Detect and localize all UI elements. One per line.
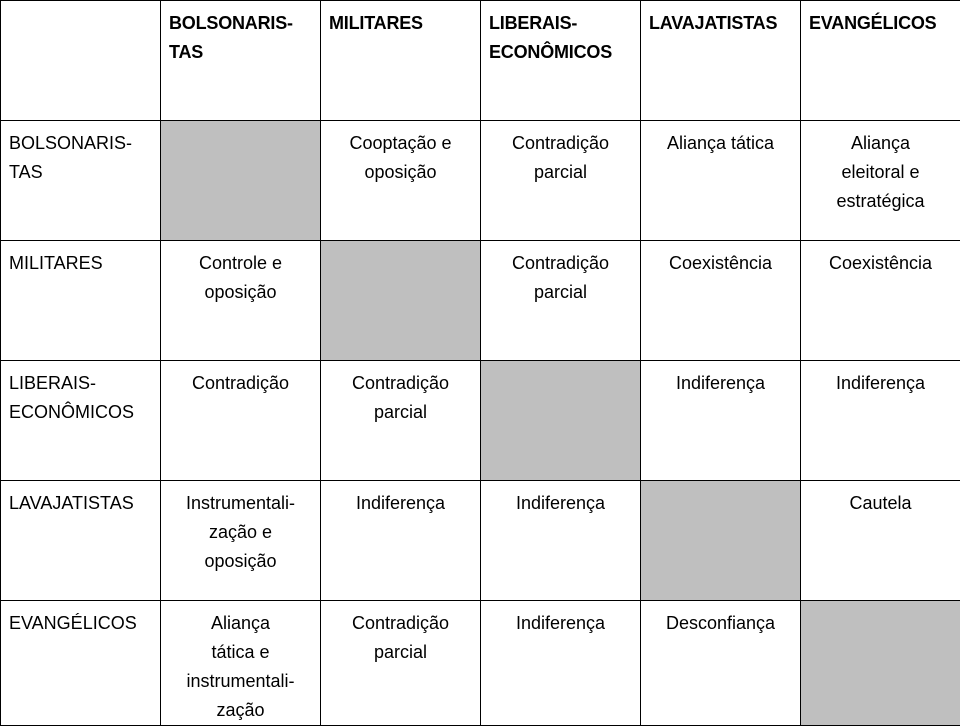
relation-cell [481, 481, 641, 601]
cell-text-line: ECONÔMICOS [9, 402, 134, 422]
relation-cell [801, 241, 960, 361]
cell-text-line: Cautela [849, 493, 911, 513]
cell-text-line: BOLSONARIS- [9, 133, 132, 153]
cell-text-line: oposição [204, 551, 276, 571]
cell-text-line: MILITARES [9, 253, 103, 273]
cell-text-line: Contradição [352, 613, 449, 633]
relation-cell [481, 601, 641, 726]
relation-cell [801, 361, 960, 481]
matrix-body [1, 121, 960, 726]
cell-text-line: ECONÔMICOS [489, 42, 612, 62]
matrix-row [1, 241, 960, 361]
cell-text-line: oposição [364, 162, 436, 182]
relation-cell [161, 361, 321, 481]
row-header [1, 121, 161, 241]
cell-text-line: Contradição [512, 253, 609, 273]
cell-text-line: Contradição [512, 133, 609, 153]
cell-text-line: MILITARES [329, 13, 423, 33]
row-header [1, 241, 161, 361]
cell-text-line: Contradição [352, 373, 449, 393]
cell-text-line: Coexistência [829, 253, 932, 273]
cell-text-line: EVANGÉLICOS [9, 613, 137, 633]
cell-text-line: Indiferença [516, 613, 605, 633]
cell-text-line: estratégica [836, 191, 924, 211]
cell-text-line: parcial [374, 642, 427, 662]
cell-text-line: eleitoral e [841, 162, 919, 182]
corner-cell [1, 1, 161, 121]
cell-text-line: TAS [169, 42, 203, 62]
cell-text-line: Desconfiança [666, 613, 775, 633]
relation-cell [481, 241, 641, 361]
cell-text-line: LIBERAIS- [489, 13, 577, 33]
cell-text-line: Indiferença [356, 493, 445, 513]
diagonal-cell [161, 121, 321, 241]
column-header [481, 1, 641, 121]
cell-text-line: parcial [534, 282, 587, 302]
cell-text-line: LAVAJATISTAS [649, 13, 777, 33]
cell-text-line: parcial [534, 162, 587, 182]
cell-text-line: Indiferença [676, 373, 765, 393]
cell-text-line: instrumentali- [186, 671, 294, 691]
cell-text-line: oposição [204, 282, 276, 302]
relation-cell [801, 121, 960, 241]
relation-cell [321, 361, 481, 481]
column-header [161, 1, 321, 121]
relation-cell [321, 601, 481, 726]
relation-cell [161, 241, 321, 361]
relation-cell [641, 601, 801, 726]
column-header [321, 1, 481, 121]
matrix-row [1, 481, 960, 601]
cell-text-line: EVANGÉLICOS [809, 13, 936, 33]
cell-text-line: BOLSONARIS- [169, 13, 293, 33]
diagonal-cell [641, 481, 801, 601]
cell-text-line: Contradição [192, 373, 289, 393]
relation-cell [161, 601, 321, 726]
row-header [1, 361, 161, 481]
matrix-row [1, 121, 960, 241]
diagonal-cell [321, 241, 481, 361]
cell-text-line: Instrumentali- [186, 493, 295, 513]
relation-cell [641, 121, 801, 241]
cell-text-line: Aliança [851, 133, 910, 153]
cell-text-line: Indiferença [516, 493, 605, 513]
relation-cell [641, 361, 801, 481]
cell-text-line: TAS [9, 162, 43, 182]
cell-text-line: Coexistência [669, 253, 772, 273]
cell-text-line: Controle e [199, 253, 282, 273]
header-row [1, 1, 960, 121]
cell-text-line: LAVAJATISTAS [9, 493, 134, 513]
cell-text-line: zação [216, 700, 264, 720]
relation-cell [641, 241, 801, 361]
matrix-row [1, 361, 960, 481]
cell-text-line: Aliança [211, 613, 270, 633]
column-header [801, 1, 960, 121]
relation-cell [321, 121, 481, 241]
column-header [641, 1, 801, 121]
cell-text-line: Indiferença [836, 373, 925, 393]
matrix-row [1, 601, 960, 726]
cell-text-line: LIBERAIS- [9, 373, 96, 393]
relation-cell [801, 481, 960, 601]
relation-cell [481, 121, 641, 241]
relation-cell [161, 481, 321, 601]
cell-text-line: parcial [374, 402, 427, 422]
cell-text-line: zação e [209, 522, 272, 542]
cell-text-line: Cooptação e [349, 133, 451, 153]
cell-text-line: tática e [211, 642, 269, 662]
cell-text-line: Aliança tática [667, 133, 774, 153]
row-header [1, 601, 161, 726]
relation-cell [321, 481, 481, 601]
row-header [1, 481, 161, 601]
diagonal-cell [481, 361, 641, 481]
diagonal-cell [801, 601, 960, 726]
